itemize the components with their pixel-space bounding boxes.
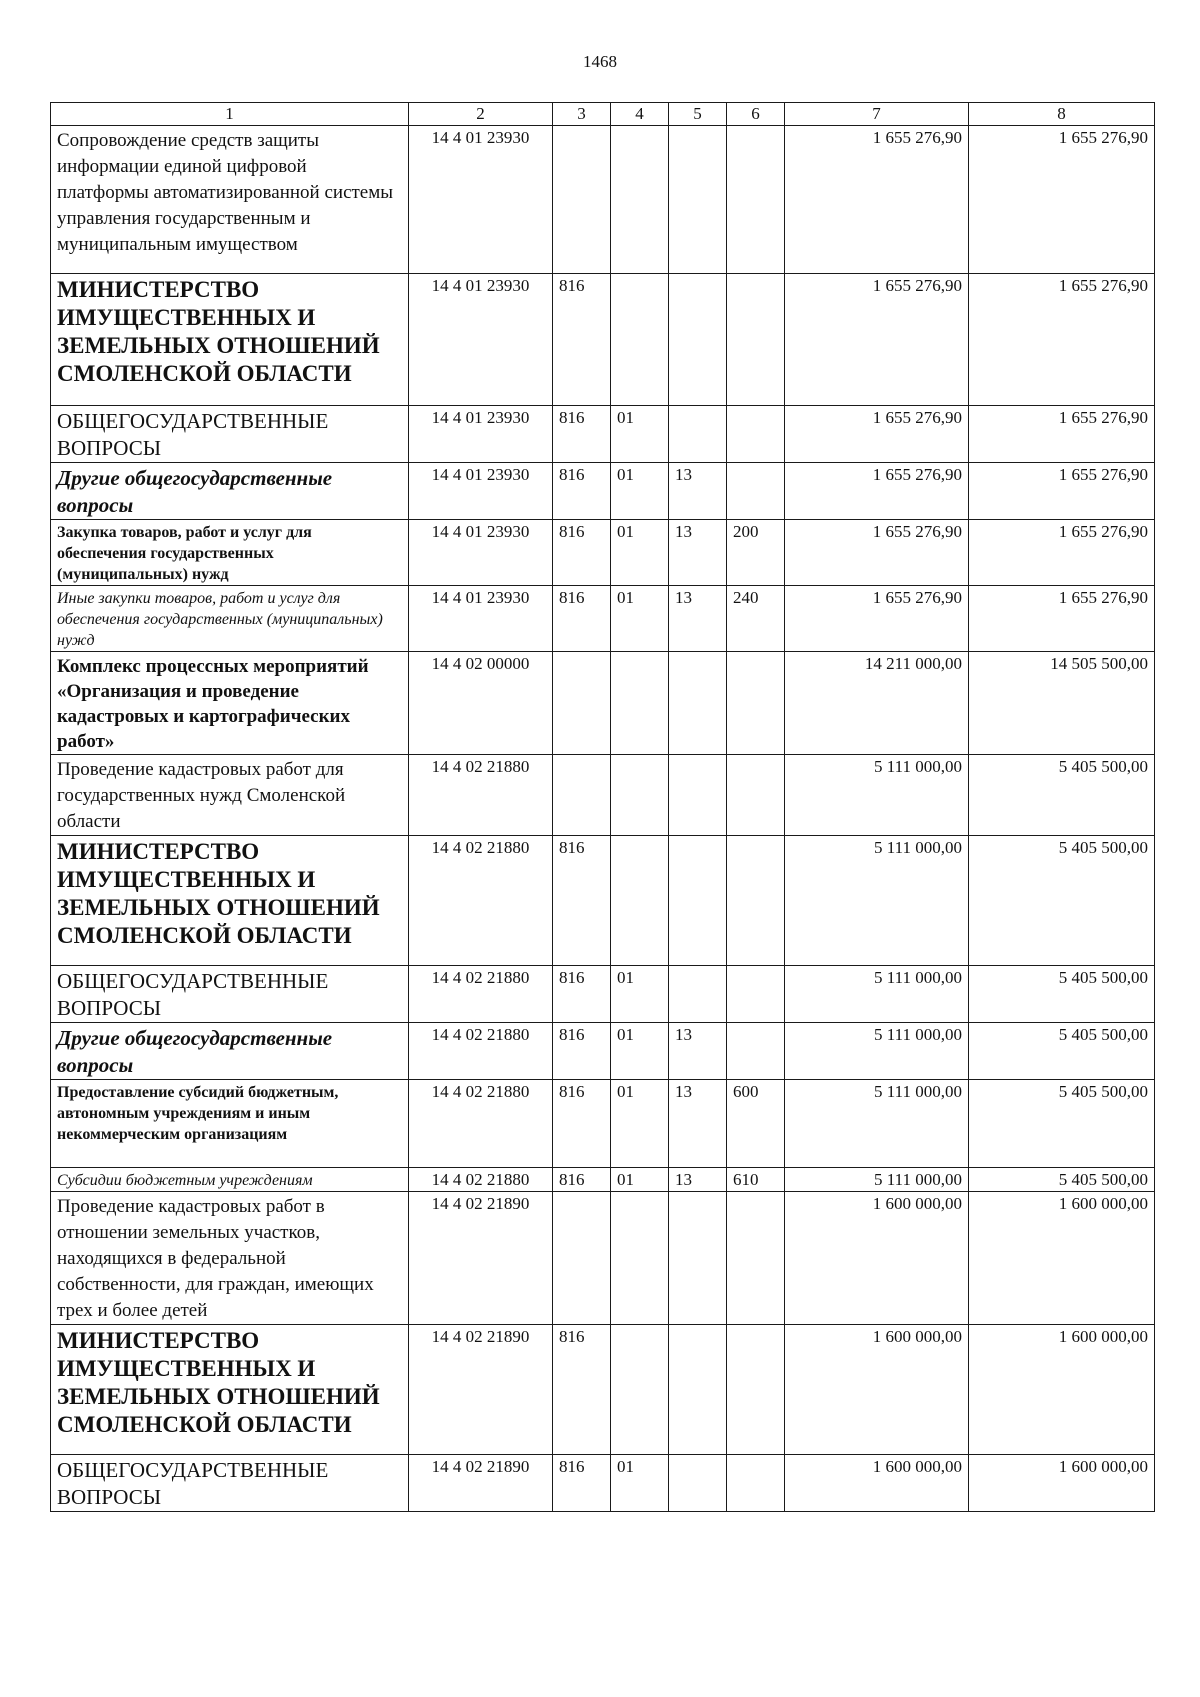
target-code-cell: 14 4 01 23930 xyxy=(409,520,553,586)
subsection-code-cell: 13 xyxy=(669,463,727,520)
table-header-row xyxy=(51,103,1155,126)
row-name-cell: МИНИСТЕРСТВО ИМУЩЕСТВЕННЫХ И ЗЕМЕЛЬНЫХ ОТНОШЕНИЙ СМОЛЕНСКОЙ ОБЛАСТИ xyxy=(51,1325,409,1455)
amount-year2-cell: 1 655 276,90 xyxy=(969,126,1155,274)
amount-year1-cell: 1 655 276,90 xyxy=(785,520,969,586)
amount-year2-cell: 5 405 500,00 xyxy=(969,1168,1155,1192)
amount-year1-cell: 1 600 000,00 xyxy=(785,1325,969,1455)
section-code-cell xyxy=(611,755,669,836)
amount-year2-cell: 5 405 500,00 xyxy=(969,966,1155,1023)
expense-type-cell: 240 xyxy=(727,586,785,652)
amount-year2-cell: 14 505 500,00 xyxy=(969,652,1155,755)
target-code-cell: 14 4 01 23930 xyxy=(409,463,553,520)
table-row xyxy=(51,1080,1155,1168)
row-name-cell: Иные закупки товаров, работ и услуг для обеспечения государственных (муниципальных) нужд xyxy=(51,586,409,652)
expense-type-cell xyxy=(727,1455,785,1512)
row-name-cell: МИНИСТЕРСТВО ИМУЩЕСТВЕННЫХ И ЗЕМЕЛЬНЫХ ОТНОШЕНИЙ СМОЛЕНСКОЙ ОБЛАСТИ xyxy=(51,836,409,966)
subsection-code-cell xyxy=(669,836,727,966)
amount-year1-cell: 5 111 000,00 xyxy=(785,966,969,1023)
section-code-cell: 01 xyxy=(611,586,669,652)
subsection-code-cell xyxy=(669,755,727,836)
amount-year1-cell: 5 111 000,00 xyxy=(785,836,969,966)
target-code-cell: 14 4 02 21890 xyxy=(409,1455,553,1512)
header-cell-2: 2 xyxy=(409,103,553,126)
header-cell-4: 4 xyxy=(611,103,669,126)
table-row xyxy=(51,1455,1155,1512)
header-cell-8: 8 xyxy=(969,103,1155,126)
target-code-cell: 14 4 01 23930 xyxy=(409,126,553,274)
subsection-code-cell: 13 xyxy=(669,1023,727,1080)
table-row xyxy=(51,1192,1155,1325)
expense-type-cell xyxy=(727,1192,785,1325)
ministry-code-cell: 816 xyxy=(553,1455,611,1512)
amount-year1-cell: 1 655 276,90 xyxy=(785,586,969,652)
ministry-code-cell: 816 xyxy=(553,274,611,406)
amount-year2-cell: 5 405 500,00 xyxy=(969,836,1155,966)
header-cell-1: 1 xyxy=(51,103,409,126)
section-code-cell: 01 xyxy=(611,1455,669,1512)
header-cell-5: 5 xyxy=(669,103,727,126)
target-code-cell: 14 4 02 21880 xyxy=(409,1168,553,1192)
row-name-cell: Другие общегосударственные вопросы xyxy=(51,463,409,520)
ministry-code-cell xyxy=(553,126,611,274)
target-code-cell: 14 4 02 21880 xyxy=(409,1023,553,1080)
row-name-cell: Проведение кадастровых работ для государственных нужд Смоленской области xyxy=(51,755,409,836)
subsection-code-cell xyxy=(669,126,727,274)
subsection-code-cell xyxy=(669,1192,727,1325)
subsection-code-cell: 13 xyxy=(669,520,727,586)
amount-year1-cell: 5 111 000,00 xyxy=(785,1168,969,1192)
amount-year2-cell: 1 655 276,90 xyxy=(969,406,1155,463)
target-code-cell: 14 4 02 00000 xyxy=(409,652,553,755)
row-name-cell: Проведение кадастровых работ в отношении земельных участков, находящихся в федеральной собственности, для граждан, имеющих трех и более детей xyxy=(51,1192,409,1325)
amount-year1-cell: 5 111 000,00 xyxy=(785,1023,969,1080)
subsection-code-cell xyxy=(669,966,727,1023)
amount-year2-cell: 1 655 276,90 xyxy=(969,520,1155,586)
row-name-cell: Предоставление субсидий бюджетным, автономным учреждениям и иным некоммерческим организациям xyxy=(51,1080,409,1168)
section-code-cell xyxy=(611,1192,669,1325)
section-code-cell xyxy=(611,652,669,755)
amount-year2-cell: 5 405 500,00 xyxy=(969,1023,1155,1080)
amount-year1-cell: 1 655 276,90 xyxy=(785,406,969,463)
subsection-code-cell xyxy=(669,1455,727,1512)
table-row xyxy=(51,1023,1155,1080)
row-name-cell: Субсидии бюджетным учреждениям xyxy=(51,1168,409,1192)
expense-type-cell xyxy=(727,836,785,966)
table-row xyxy=(51,274,1155,406)
section-code-cell: 01 xyxy=(611,1023,669,1080)
target-code-cell: 14 4 02 21890 xyxy=(409,1325,553,1455)
target-code-cell: 14 4 02 21880 xyxy=(409,836,553,966)
expense-type-cell xyxy=(727,1325,785,1455)
amount-year1-cell: 1 655 276,90 xyxy=(785,126,969,274)
table-row xyxy=(51,406,1155,463)
expense-type-cell xyxy=(727,755,785,836)
amount-year1-cell: 1 600 000,00 xyxy=(785,1192,969,1325)
expense-type-cell xyxy=(727,966,785,1023)
ministry-code-cell: 816 xyxy=(553,406,611,463)
ministry-code-cell: 816 xyxy=(553,1080,611,1168)
header-cell-6: 6 xyxy=(727,103,785,126)
section-code-cell xyxy=(611,836,669,966)
section-code-cell xyxy=(611,1325,669,1455)
expense-type-cell xyxy=(727,406,785,463)
target-code-cell: 14 4 02 21880 xyxy=(409,966,553,1023)
target-code-cell: 14 4 01 23930 xyxy=(409,274,553,406)
table-row xyxy=(51,755,1155,836)
subsection-code-cell: 13 xyxy=(669,1080,727,1168)
ministry-code-cell: 816 xyxy=(553,836,611,966)
table-row xyxy=(51,836,1155,966)
table-row xyxy=(51,463,1155,520)
subsection-code-cell xyxy=(669,652,727,755)
table-row xyxy=(51,652,1155,755)
amount-year2-cell: 1 655 276,90 xyxy=(969,586,1155,652)
amount-year2-cell: 5 405 500,00 xyxy=(969,1080,1155,1168)
header-cell-3: 3 xyxy=(553,103,611,126)
section-code-cell: 01 xyxy=(611,1168,669,1192)
target-code-cell: 14 4 02 21880 xyxy=(409,755,553,836)
expense-type-cell: 200 xyxy=(727,520,785,586)
target-code-cell: 14 4 01 23930 xyxy=(409,406,553,463)
section-code-cell: 01 xyxy=(611,463,669,520)
table-row xyxy=(51,126,1155,274)
amount-year2-cell: 1 655 276,90 xyxy=(969,463,1155,520)
amount-year2-cell: 1 600 000,00 xyxy=(969,1325,1155,1455)
ministry-code-cell: 816 xyxy=(553,520,611,586)
subsection-code-cell xyxy=(669,1325,727,1455)
ministry-code-cell: 816 xyxy=(553,1325,611,1455)
ministry-code-cell: 816 xyxy=(553,463,611,520)
section-code-cell: 01 xyxy=(611,966,669,1023)
amount-year2-cell: 1 600 000,00 xyxy=(969,1192,1155,1325)
expense-type-cell: 610 xyxy=(727,1168,785,1192)
row-name-cell: Сопровождение средств защиты информации единой цифровой платформы автоматизированной системы управления государственным и муниципальным имуществом xyxy=(51,126,409,274)
table-row xyxy=(51,586,1155,652)
budget-table xyxy=(50,102,1155,1512)
amount-year1-cell: 5 111 000,00 xyxy=(785,1080,969,1168)
expense-type-cell xyxy=(727,274,785,406)
ministry-code-cell: 816 xyxy=(553,586,611,652)
expense-type-cell: 600 xyxy=(727,1080,785,1168)
ministry-code-cell xyxy=(553,755,611,836)
row-name-cell: ОБЩЕГОСУДАРСТВЕННЫЕ ВОПРОСЫ xyxy=(51,406,409,463)
row-name-cell: ОБЩЕГОСУДАРСТВЕННЫЕ ВОПРОСЫ xyxy=(51,1455,409,1512)
amount-year1-cell: 1 600 000,00 xyxy=(785,1455,969,1512)
row-name-cell: ОБЩЕГОСУДАРСТВЕННЫЕ ВОПРОСЫ xyxy=(51,966,409,1023)
section-code-cell: 01 xyxy=(611,520,669,586)
ministry-code-cell xyxy=(553,652,611,755)
ministry-code-cell: 816 xyxy=(553,966,611,1023)
section-code-cell xyxy=(611,274,669,406)
target-code-cell: 14 4 01 23930 xyxy=(409,586,553,652)
page-number: 1468 xyxy=(583,52,617,71)
subsection-code-cell: 13 xyxy=(669,586,727,652)
amount-year2-cell: 1 600 000,00 xyxy=(969,1455,1155,1512)
expense-type-cell xyxy=(727,1023,785,1080)
expense-type-cell xyxy=(727,652,785,755)
row-name-cell: Закупка товаров, работ и услуг для обеспечения государственных (муниципальных) нужд xyxy=(51,520,409,586)
table-row xyxy=(51,1325,1155,1455)
row-name-cell: МИНИСТЕРСТВО ИМУЩЕСТВЕННЫХ И ЗЕМЕЛЬНЫХ ОТНОШЕНИЙ СМОЛЕНСКОЙ ОБЛАСТИ xyxy=(51,274,409,406)
section-code-cell: 01 xyxy=(611,1080,669,1168)
amount-year1-cell: 14 211 000,00 xyxy=(785,652,969,755)
amount-year1-cell: 1 655 276,90 xyxy=(785,274,969,406)
subsection-code-cell xyxy=(669,274,727,406)
expense-type-cell xyxy=(727,126,785,274)
target-code-cell: 14 4 02 21890 xyxy=(409,1192,553,1325)
row-name-cell: Другие общегосударственные вопросы xyxy=(51,1023,409,1080)
amount-year2-cell: 5 405 500,00 xyxy=(969,755,1155,836)
table-row xyxy=(51,520,1155,586)
row-name-cell: Комплекс процессных мероприятий «Организация и проведение кадастровых и картографических работ» xyxy=(51,652,409,755)
subsection-code-cell: 13 xyxy=(669,1168,727,1192)
header-cell-7: 7 xyxy=(785,103,969,126)
target-code-cell: 14 4 02 21880 xyxy=(409,1080,553,1168)
amount-year1-cell: 1 655 276,90 xyxy=(785,463,969,520)
table-row xyxy=(51,1168,1155,1192)
amount-year2-cell: 1 655 276,90 xyxy=(969,274,1155,406)
table-row xyxy=(51,966,1155,1023)
ministry-code-cell: 816 xyxy=(553,1023,611,1080)
section-code-cell xyxy=(611,126,669,274)
subsection-code-cell xyxy=(669,406,727,463)
ministry-code-cell: 816 xyxy=(553,1168,611,1192)
ministry-code-cell xyxy=(553,1192,611,1325)
expense-type-cell xyxy=(727,463,785,520)
amount-year1-cell: 5 111 000,00 xyxy=(785,755,969,836)
section-code-cell: 01 xyxy=(611,406,669,463)
